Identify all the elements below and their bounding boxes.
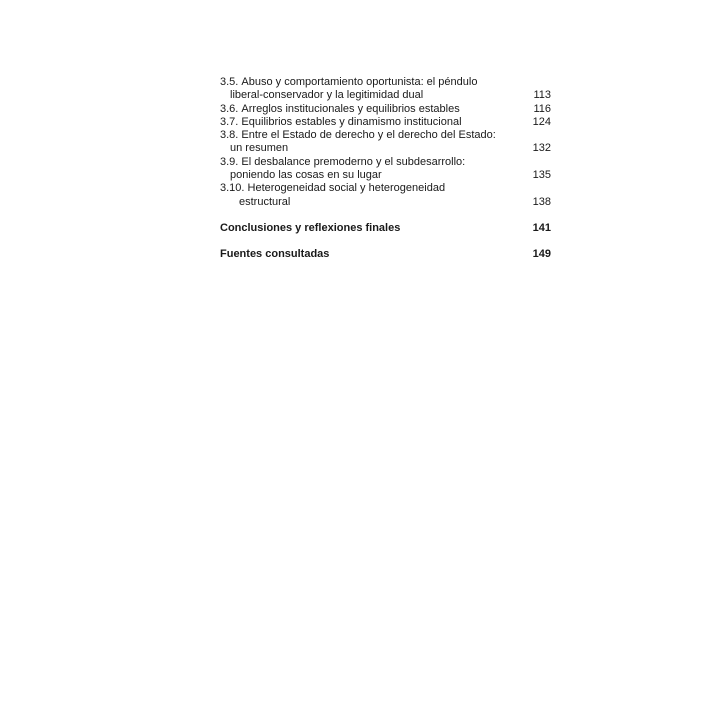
toc-entry-page: 135 (532, 169, 551, 182)
toc-entry-number: 3.6. (220, 102, 239, 115)
toc-entry-title: Entre el Estado de derecho y el derecho del Estado: (241, 129, 496, 142)
toc-entry-page: 113 (533, 89, 551, 102)
toc-chapter-page: 141 (532, 221, 551, 234)
toc-chapter-sources (220, 248, 551, 261)
toc-entry-title: Equilibrios estables y dinamismo institucional (241, 115, 462, 128)
toc-entry-number: 3.8. (220, 129, 239, 142)
toc-entry-number: 3.9. (220, 155, 239, 168)
toc-entry-title-continued: liberal-conservador y la legitimidad dual (230, 89, 424, 102)
toc-entry-title: Abuso y comportamiento oportunista: el péndulo (241, 76, 478, 88)
toc-entry-title: Heterogeneidad social y heterogeneidad (247, 182, 446, 195)
toc-entry (220, 116, 551, 129)
toc-entry (220, 182, 551, 209)
toc-entry (220, 129, 551, 156)
toc-entry-page: 138 (532, 195, 551, 208)
toc-entry-page: 132 (532, 142, 551, 155)
toc-entry-page: 124 (532, 115, 551, 128)
toc-entry-number: 3.7. (220, 115, 239, 128)
toc-entry-title: Arreglos institucionales y equilibrios estables (241, 102, 460, 115)
toc-entry-page: 116 (533, 102, 551, 115)
toc-chapter-conclusions (220, 222, 551, 235)
toc-chapter-title: Fuentes consultadas (220, 247, 330, 260)
toc-entry-title-continued: estructural (239, 195, 291, 208)
table-of-contents (220, 76, 551, 261)
toc-chapter-title: Conclusiones y reflexiones finales (220, 221, 401, 234)
toc-entry-title: El desbalance premoderno y el subdesarrollo: (241, 155, 466, 168)
toc-entry (220, 103, 551, 116)
toc-chapter-page: 149 (532, 247, 551, 260)
toc-entry-number: 3.10. (220, 182, 245, 195)
toc-entry (220, 156, 551, 183)
toc-entry (220, 76, 551, 103)
toc-entry-title-continued: un resumen (230, 142, 289, 155)
toc-entry-number: 3.5. (220, 76, 239, 88)
toc-entry-title-continued: poniendo las cosas en su lugar (230, 169, 382, 182)
